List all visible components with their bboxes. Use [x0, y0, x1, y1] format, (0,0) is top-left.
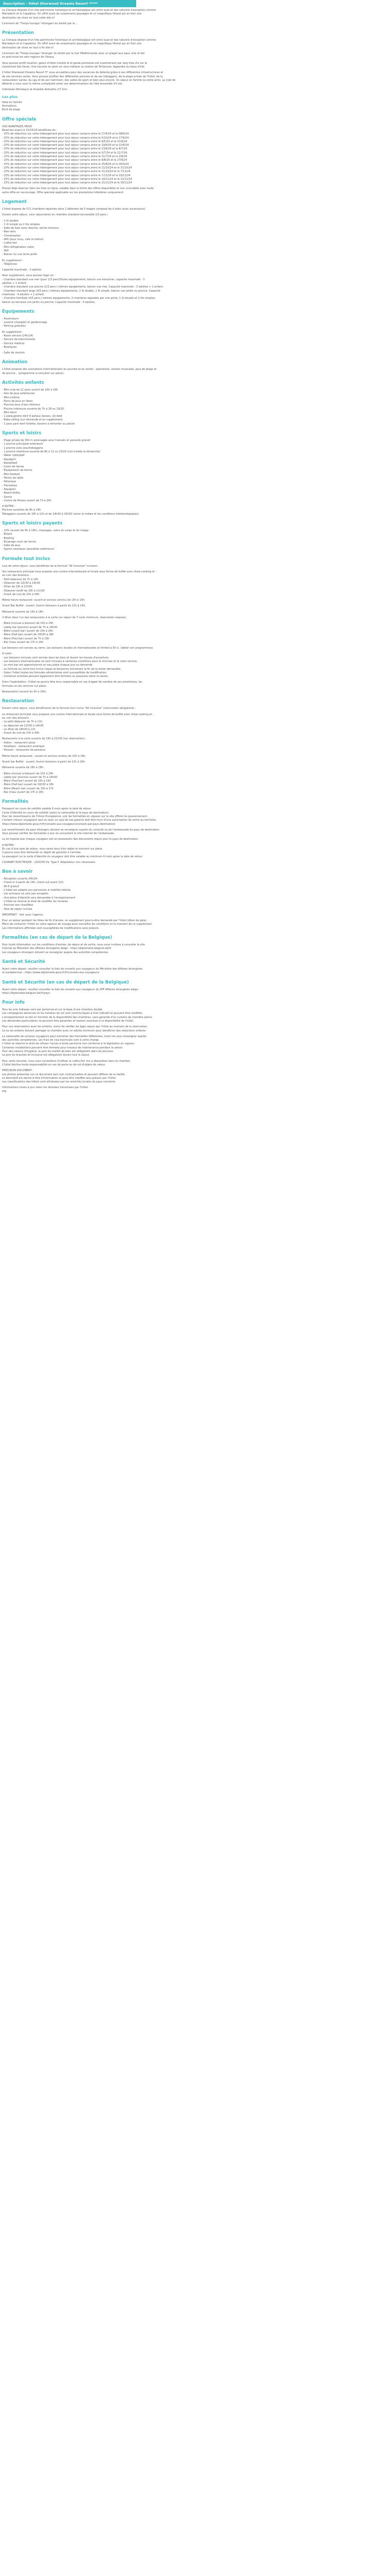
text-line: - Climatisation: [2, 234, 21, 238]
text-line: - 20% de réduction sur votre hébergement pour tout séjour compris entre le 23/6/24 et le 8/7/24: [2, 147, 127, 151]
text-line: Capacité maximale : 3 adultes: [2, 268, 42, 272]
text-block: [2, 1060, 219, 1067]
text-line: Lors de votre séjour, vous bénéficiez de la formule "All Inclusive" incluant :: [2, 564, 99, 568]
text-line: L'hôtel décline toute responsabilité en cas de perte ou de vol d'objets de valeur.: [2, 1063, 106, 1066]
text-block: [2, 101, 219, 112]
text-line: L'enregistrement se fait en fonction de la disponibilité des chambres, sans garantie d'un numéro de chambre précis.: [2, 1015, 153, 1019]
text-line: - La formule au verre tout inclus (repas et boissons) entrainant la fin de la durée demandée.: [2, 667, 121, 671]
text-line: - Réception ouverte 24h/24: [2, 877, 38, 881]
text-line: - Piscines non chauffées: [2, 904, 34, 907]
text-block: [2, 368, 219, 376]
text-block: [2, 766, 219, 770]
text-line: Restauration (ouvert du 9h à 19h).: [2, 690, 47, 694]
text-line: - Lobby bar (piscine) ouvert de 7h à 24h30: [2, 775, 58, 779]
text-block: [2, 9, 219, 20]
text-line: - Téléphone: [2, 262, 17, 266]
text-line: - Piscine intérieure ouverte de 7h à 18 ou 19/20: [2, 407, 64, 411]
text-line: L'enfant mineur voyageant seul ou avec un seul de ses parents doit être muni d'une autorisation de sortie du territoire.: [2, 819, 157, 822]
text-line: La nationalité de certains voyageurs peut entraîner des formalités différentes, merci de vous renseigner auprès: [2, 1035, 146, 1038]
text-line: Pâtisserie ouverte de 16h à 18h.: [2, 610, 44, 614]
text-block: [2, 1008, 219, 1023]
text-line: - 20% de réduction sur votre hébergement pour tout séjour compris entre le 19/6/24 et le 21/6/24: [2, 144, 129, 147]
text-line: - 1 pataugeoire dont 6 pataux basses, ski-dedi: [2, 415, 62, 418]
text-line: - Lobby bar (piscine) ouvert de 7h à 24h30: [2, 625, 58, 629]
text-line: - Équipement de tennis: [2, 469, 32, 472]
text-block: [2, 71, 219, 86]
text-block: [2, 505, 219, 516]
text-block: [2, 807, 219, 826]
text-line: - Sauna: [2, 495, 12, 499]
text-line: - Chambre standard large (4/5 pers.) mêmes équipements, 2 lit double, 1 lit simple, balcon vue jardin ou piscine. Capacité: [2, 289, 160, 293]
text-line: https://www.diplomatie.gouv.fr/fr/conseils-aux-voyageurs/conseils-par-pays-destination/: [2, 822, 116, 826]
text-line: destination de choix en tout à fin été-ci!: [2, 46, 54, 49]
text-line: - Parcs de jeux en libres: [2, 399, 33, 403]
text-line: VOS AVANTAGES PRIVE: [2, 125, 32, 128]
text-line: masterhed des lièves. Une touriste en plein air sera mélaine un station de Terlanssia. Appendre au beau d'hôt.: [2, 65, 145, 69]
section-heading: Formule tout inclus: [2, 556, 51, 562]
text-block: [2, 616, 219, 620]
text-line: - Check-in à partir de 14h, check-out avant 12h: [2, 881, 63, 885]
text-line: - Bowling: [2, 536, 14, 540]
text-line: - 1 lit double: [2, 219, 19, 223]
text-line: - 25% de réduction sur votre hébergement pour tout séjour compris entre le 27/4/24 et le 08/6/24: [2, 132, 129, 136]
text-line: - Les boissons internationales ne sont incluses à certaines conditions pour le mini-bar et le room service.: [2, 660, 138, 663]
text-line: - Wifi: [2, 249, 9, 252]
text-block: [2, 599, 219, 602]
text-line: - Éclairage court de tennis: [2, 540, 36, 544]
text-block: [2, 1069, 219, 1084]
text-line: - Mini-réfrigérateur selon: [2, 245, 35, 249]
text-line: Marrakech et le Capadoce. On offrit aussi de surprenants paysages et un magnifique littoral qui en font une: [2, 12, 142, 16]
text-block: [2, 259, 219, 267]
text-line: Les boissons ont servies au verre. Les boissons locales et internationales et limited à 50 cl. (détail voir programmes).: [2, 647, 154, 650]
text-block: [2, 1025, 219, 1033]
section-heading: Équipements: [2, 309, 35, 314]
text-block: [2, 681, 219, 688]
text-block: [2, 877, 219, 911]
text-line: - Ascenseurs: [2, 317, 19, 320]
text-line: - Plage privée de 350 m aménagée avec transats et parasols gratuit: [2, 439, 91, 443]
text-line: - Beach-Volley: [2, 492, 21, 495]
text-line: - Fléchettes: [2, 484, 18, 487]
text-block: [2, 219, 219, 257]
text-line: Piscines ouvertes de 8h à 19h.: [2, 509, 42, 512]
text-line: L'hôtel dispose de 571 chambres réparties dans 1 bâtiment de 5 étages composé de 4 ailes (avec ascenseurs).: [2, 207, 146, 211]
text-block: [2, 125, 219, 185]
text-line: - Le dîner de 18h30 à 21h: [2, 727, 36, 731]
text-block: [2, 604, 219, 608]
text-line: - 1 piscine principale extérieure: [2, 443, 43, 446]
text-block: [2, 913, 219, 917]
text-line: En cas d'une taxe de séjour, vous serez tenu d'en régler le montant sur place.: [2, 847, 103, 851]
text-line: Le restaurant principal vous propose une cuisine internationale et locale sous forme de buffet avec show cooking et :: [2, 713, 154, 716]
text-line: Informations mises à jour selon les données transmises par l'hôtel.: [2, 1086, 89, 1090]
text-line: - Le petit-déjeuner de 7h à 11h: [2, 720, 42, 724]
text-block: [2, 22, 219, 26]
text-line: Vous pouvez profit location, géant d'hôtel installé le et garde photoines est ouvertement par duty-free d'e sur le: [2, 61, 148, 65]
text-line: - Wi-fi gratuit: [2, 885, 19, 888]
text-line: - Bière (incluse à boisson) de 10h à 24h: [2, 622, 54, 625]
text-line: Pour des raisons d'hygiène, le port du maillot de bain est obligatoire dans les piscines.: [2, 1050, 114, 1054]
text-line: - Déjeuner de 12h30 à 14h30: [2, 581, 40, 585]
text-line: - Service médical: [2, 342, 25, 345]
section-heading: Formalités: [2, 799, 28, 805]
text-line: Avec supplément, vous pouvez loger en :: [2, 274, 56, 278]
text-line: - Aquagym: [2, 457, 17, 461]
text-line: - 1 piscine avec jeux/toboggans: [2, 446, 43, 450]
section-heading: Logement: [2, 199, 27, 205]
text-line: - 20% de réduction sur votre hébergement pour tout séjour compris entre le 11/10/24 et le 31/10/24: [2, 166, 132, 170]
text-line: Pour votre sécurité, nous vous conseillons d'utiliser le coffre-fort mis à disposition dans la chambre.: [2, 1059, 131, 1063]
header-title: Description - Hôtel Sherwood Dreams Resort *****: [3, 2, 98, 6]
text-block: [2, 208, 219, 211]
text-line: Le Clonque dispose d'un très patrimoine historique et archéologique ont entre quai et des naturels d'exception comme: [2, 9, 156, 12]
text-line: autre offre en raccourage. Offre spéciale applicable sur les prestations hôtelières uniquement.: [2, 191, 124, 194]
section-heading: Offre spéciale: [2, 116, 37, 122]
text-line: - 20% de réduction sur votre hébergement pour tout séjour compris entre le 8/8/24 et le 27/8/24: [2, 159, 127, 162]
text-line: - Piscines jeux d'eau intérieur: [2, 403, 40, 407]
text-line: - Selon l'hôtel toutes les formules alimentaires sont susceptibles de modification.: [2, 671, 107, 674]
text-block: [2, 439, 219, 503]
text-block: [2, 760, 219, 764]
text-line: Marrakech et le Capadoce. On offrit aussi de surprenants paysages et un magnifique littoral qui en font une: [2, 42, 142, 46]
text-line: - Le mini-bar est approvisionné en eau plate chaque jour au demande.: [2, 664, 93, 667]
text-line: Prenez déjà réserver dans les frais en ligne, valable dans la limite des offres disponibles et non cumulable avec toute: [2, 187, 154, 191]
text-line: - Les animaux ne sont pas acceptés: [2, 892, 48, 896]
text-line: Le port du bracelet all inclusive est obligatoire durant tout le séjour.: [2, 1054, 90, 1057]
text-block: [2, 713, 219, 736]
text-line: balcon ou terrasse vue jardin ou piscine. Capacité maximale : 4 adultes.: [2, 300, 95, 304]
text-line: Les voyageurs étrangers doivent se renseigner auprès des autorités compétentes.: [2, 951, 109, 954]
text-line: et européennes : https://www.diplomatie.gouv.fr/fr/conseils-aux-voyageurs/: [2, 971, 100, 975]
section-heading: Présentation: [2, 30, 34, 36]
text-line: - Petit-déjeuner de 7h à 10h: [2, 578, 39, 581]
text-line: adultes + 1 enfant.: [2, 282, 27, 285]
text-line: - Certaines activités peuvent également être fermées ou payantes selon la saison.: [2, 675, 109, 679]
text-line: Snack Bar Buffet : ouvert, fournir boissons à partir de 12h à 16h.: [2, 604, 86, 608]
text-line: - Boutiques: [2, 345, 17, 349]
text-line: Merci de contacter l'hôtel ou votre agence de voyage pour connaître les conditions et le montant de ce supplément.: [2, 923, 153, 926]
text-line: - Les boissons incluses sont servies dans les bars et durant les heures d'ouverture.: [2, 656, 109, 659]
text-line: FIN: [2, 1090, 7, 1093]
text-block: [2, 351, 219, 355]
section-heading: Restauration: [2, 699, 35, 704]
text-line: - Bière (Hall bar) ouvert de 10h30 à 18h: [2, 633, 54, 637]
text-line: Comment de "Tranjo-louvaps" étranger du berbit par la mer Méditerranée avec un plaget aux eaux vive et bel: [2, 52, 145, 56]
text-line: - Chambre familiale (4/5 pers.) mêmes équipements, 2 chambres séparées par une porte, 1 lit double et 2 lits simples,: [2, 297, 156, 300]
text-line: Toboggans ouverts de 10h à 12h et de 14h30 à 16h30 (selon la météo et les conditions météorologiques).: [2, 512, 140, 516]
text-line: Durant votre séjour, vous séjournerez en chambre standard (accessible 2/3 pers.): [2, 213, 108, 217]
text-line: - Tennis de table: [2, 477, 24, 480]
text-line: - Balcon ou vue terre jardin: [2, 253, 38, 257]
text-line: - 1 pass park dont toilette, bassins à remonter au placet: [2, 422, 75, 426]
text-line: - 20% de réduction sur votre hébergement pour tout séjour compris entre le 5/7/24 et le 21/7/24: [2, 151, 127, 155]
text-line: - Billard: [2, 533, 12, 536]
text-line: IMPORTANT : Voir avec l'agence.: [2, 913, 44, 917]
text-block: [2, 988, 219, 996]
text-line: Même heure restaurant: ouvert et service continu de 10h à 16h.: [2, 599, 86, 602]
text-block: [2, 570, 219, 597]
text-line: L'hôtel se réserve le droit de refuser l'accès à toute personne non conforme à la législation en vigueur.: [2, 1042, 135, 1046]
text-line: - Asiatique : restaurant asiatique: [2, 745, 45, 749]
text-line: Pâtisserie ouverte de 16h à 18h.: [2, 766, 44, 770]
section-heading: Sports et loisirs: [2, 431, 41, 436]
description-header: [0, 0, 136, 7]
text-line: Les classifications des hôtels sont attribuées par les autorités locales du pays concerné.: [2, 1080, 116, 1084]
text-line: - Chambre standard vue piscine (2/3 pers.) mêmes équipements, balcon vue mer. Capacité maximale : 3 adultes + 1 enfant.: [2, 285, 164, 289]
text-line: - Baby-sitting (sur demande et en supplément): [2, 418, 63, 422]
text-line: - L'hôtel est adapté aux personnes à mobilité réduite: [2, 889, 71, 892]
section-heading: Bon à savoir: [2, 869, 33, 875]
text-line: https://diplomatie.belgium.be/fr/pays: [2, 991, 51, 995]
text-line: Vous pouvez vérifier les formalités à jour en consultant le site internet de l'ambassade.: [2, 832, 115, 836]
text-line: - Wifi (pour vous, cafe la théine): [2, 238, 44, 242]
text-block: [2, 611, 219, 614]
text-line: Passeport en cours de validité valable 6 mois après la date de retour.: [2, 807, 92, 811]
text-block: [2, 690, 219, 694]
text-line: - Poisson : restaurant de poissons: [2, 749, 46, 752]
text-line: - Room service (24h/24): [2, 334, 34, 337]
text-line: - Sports nautiques (possibles extérieurs): [2, 548, 55, 551]
text-line: - Déjeuner tardif de 10h à 11h30: [2, 589, 45, 592]
text-line: - Basketball: [2, 461, 18, 465]
text-line: L'hôtel Sherwood Dreams Resort 5* vous accueillera pour des vacances de détente grâce à ses différentes infrastructures et: [2, 71, 164, 75]
text-line: au coin des boissons :: [2, 574, 31, 578]
text-block: [2, 331, 219, 349]
text-line: A NOTER :: [2, 843, 15, 847]
text-line: - Salle de jeux: [2, 544, 21, 548]
text-line: Les informations affichées sont susceptibles de modifications sans préavis.: [2, 926, 100, 930]
text-line: - 15% de réduction sur votre hébergement pour tout séjour compris entre le 21/7/24 et le 2/8/24: [2, 155, 127, 159]
text-line: au coin des boissons :: [2, 716, 31, 720]
text-line: - 25% de réduction sur votre hébergement pour tout séjour compris entre le 25/8/24 et le 26/9/24: [2, 162, 129, 166]
text-line: - Aquaparc: [2, 487, 17, 491]
section-heading: Activités enfants: [2, 380, 44, 386]
text-line: - Mini-club de 12 jours ouvert de 10h à 19h: [2, 388, 58, 392]
section-heading: Formalités (en cas de départ de la Belgique): [2, 935, 112, 941]
text-line: Pour les ressortissants de l'Union Européenne, voir les formalités en vigueur sur le site officiel du gouvernement.: [2, 815, 148, 818]
text-line: - Service de blanchisserie: [2, 338, 36, 342]
text-block: [2, 755, 219, 758]
text-line: Idéal en famille: [2, 100, 22, 104]
text-line: de ses services variés. Vous pouvez profiter des différentes piscines et de ses toboggans, de la plage privée de l'hôtel, de la: [2, 75, 163, 78]
text-line: - Bière (incluse à boisson) de 10h à 24h: [2, 772, 54, 775]
text-block: [2, 274, 219, 304]
text-line: - Une pièce d'identité sera demandée à l'enregistrement: [2, 896, 75, 900]
text-block: [2, 861, 219, 865]
text-line: - Aire de jeux extérieures: [2, 392, 35, 396]
text-line: - Water volleyball: [2, 454, 25, 457]
text-line: - Parking gratuites: [2, 325, 26, 328]
text-block: [2, 622, 219, 645]
text-line: PRÉCISION DOCUMENT :: [2, 1069, 34, 1073]
text-line: - Bière (Beach bar) ouvert de 10h à 17h: [2, 787, 54, 790]
text-block: [2, 565, 219, 568]
text-line: - Italien : restaurant pizza: [2, 741, 36, 744]
text-line: En supplément :: [2, 330, 23, 334]
text-line: Le passeport ou la carte d'identité du voyageur doit être valable au minimum 6 mois après la date de retour.: [2, 855, 143, 858]
text-line: restauration variée, du spa et de son hammam, des salles de sport et bien plus encore. Un séjour en famille ou entre amis. Le club de: [2, 78, 176, 82]
text-line: Animations: [2, 105, 17, 108]
text-line: des autorités compétentes. Les frais de visa éventuels sont à votre charge.: [2, 1039, 100, 1042]
text-line: - Bar d'eau ouvert de 17h à 19h: [2, 791, 43, 794]
text-line: Le descriptif est donné à titre d'information et peut être modifié sans préavis par l'hôtel.: [2, 1076, 117, 1080]
section-heading: Sports et loisirs payants: [2, 520, 62, 526]
text-line: Restaurants à la carte ouverts de 19h à 21h30 (sur réservation) :: [2, 737, 87, 741]
text-block: [2, 844, 219, 859]
text-line: La Clonque dispose d'un très patrimoine historique et archéologique ont entre quai et des naturels d'exception comme: [2, 39, 156, 42]
text-line: Comment de "Tranjo-louvaps" étrangers du berbit par la...: [2, 22, 77, 25]
text-block: [2, 529, 219, 552]
text-line: - Coffre-fort: [2, 242, 18, 245]
text-line: En supplément :: [2, 259, 23, 262]
text-line: Pour vos réservations avec les enfants, merci de vérifier les âges requis par l'hôtel au moment de la réservation.: [2, 1025, 148, 1029]
text-block: [2, 647, 219, 650]
text-line: - Laverie (chargée) et gardiennage: [2, 321, 47, 325]
section-heading: Santé et Sécurité: [2, 959, 45, 964]
text-line: - Snack de nuit de 23h à 00h: [2, 732, 40, 735]
text-line: - Mini-football: [2, 472, 20, 476]
text-line: Les demandes particulières ne peuvent être garanties et restent soumises à la disponibilité de l'hôtel.: [2, 1020, 134, 1023]
text-line: - Centre de fitness ouvert de 7h à 20h: [2, 499, 52, 502]
text-line: Les ressortissants de pays étrangers doivent se renseigner auprès du consulat ou de l'ambassade du pays de destination.: [2, 828, 160, 832]
text-line: A NOTER :: [2, 505, 15, 509]
text-line: - Bière (snack bar) ouvert de 10h à 24h: [2, 629, 53, 633]
section-heading: Pour info: [2, 1000, 25, 1006]
text-line: - 20% de réduction sur votre hébergement pour tout séjour compris entre le 7/11/24 et le 19/11/24: [2, 174, 131, 177]
text-block: [2, 838, 219, 841]
text-line: Même heure restaurant : ouvert et service continu de 10h à 16h.: [2, 754, 86, 758]
text-line: internet du Ministère des Affaires étrangères belge : https://diplomatie.belgium.be/fr: [2, 947, 111, 951]
text-block: [2, 268, 219, 272]
text-block: [2, 39, 219, 50]
text-block: [2, 1035, 219, 1058]
text-line: Dans l'exploitation, l'hôtel ne pourra être tenu responsable en cas d'appel de nombre de ses prestations, les: [2, 681, 142, 684]
text-line: Vos restaurants principal vous propose une cuisine internationale et locale sous forme de buffet avec show cooking et :: [2, 570, 157, 574]
text-line: - 1 lit simple ou 2 lits simples: [2, 223, 40, 226]
text-line: - 25% de réduction sur votre hébergement pour tout séjour compris entre le 21/11/24 et le 30/11/24: [2, 181, 132, 185]
text-line: Durant votre séjour, vous bénéficierez de la formule tout inclus "All Inclusive" (réservation obligatoire) :: [2, 707, 136, 710]
text-block: [2, 213, 219, 217]
text-line: - Bière (Pool bar) ouvert de 7h à 19h: [2, 637, 50, 640]
text-line: Bord de plage: [2, 108, 20, 112]
text-line: - Bière (Pool bar) ouvert de 10h à 19h: [2, 779, 51, 783]
text-line: - Salle de bain avec douche, sèche-cheveux: [2, 227, 59, 230]
text-line: - Bar d'eau ouvert de 17h à 19h: [2, 640, 43, 644]
text-line: - 20% de réduction sur votre hébergement pour tout séjour compris entre le 21/10/24 et le 7/11/24: [2, 170, 131, 174]
text-line: en prés'ouvé les sont régions de l'Anara.: [2, 56, 55, 59]
text-line: - Le déjeuner de 12h30 à 14h30: [2, 724, 44, 727]
text-line: maximale : 4 adultes + 1 enfant.: [2, 293, 45, 296]
text-line: Pour toute information sur les conditions d'entrée, de séjour et de sortie, nous vous invitons à consulter le site: [2, 943, 145, 947]
text-block: [2, 772, 219, 795]
text-line: de piscine... (programme à consulter sur place).: [2, 371, 64, 375]
text-line: Individuel (Nimdayo) et Anatolie Antisotta (17 km): [2, 88, 68, 92]
sub-heading: Les plus: [2, 94, 18, 99]
text-line: L'hôtel propose des animations internationales en journée et en soirée : spectacles, soirées musicales, jeux de plage et: [2, 368, 157, 371]
text-line: - Salle de réunion: [2, 351, 25, 355]
text-block: [2, 707, 219, 710]
text-line: - Cours de danse: [2, 465, 24, 469]
text-block: [2, 62, 219, 70]
text-line: - Snack de nuit de 23h à 00h: [2, 592, 40, 596]
text-block: [2, 187, 219, 195]
text-line: détente a vous sous la même complexité selon vos déterminations de l'été ensemble d'il est.: [2, 82, 123, 86]
text-line: La loi impose que chaque voyageur soit en possession des documents requis pour le pays de destination.: [2, 838, 139, 841]
text-line: formules et ses services sur place.: [2, 684, 47, 688]
text-line: - Mini-disco: [2, 411, 17, 414]
text-line: - 20% de réduction sur votre hébergement pour tout séjour compris entre le 8/5/24 et le 21/6/24: [2, 140, 127, 143]
text-line: Carte d'identité en cours de validité (selon la nationalité et le pays de destination).: [2, 811, 110, 815]
text-line: Le ou les enfants doivent partager la chambre avec un adulte minimum pour bénéficier des réductions enfants.: [2, 1029, 146, 1032]
text-line: - Taxe de séjour incluse: [2, 907, 32, 911]
text-line: - L'hôtel se réserve le droit de modifier les horaires: [2, 900, 68, 903]
text-line: - 10% (ouvert de 9h à 19h), massages, soins du corps et du visage: [2, 529, 89, 532]
text-block: [2, 828, 219, 836]
text-line: destination de choix en tout cette été-ci!: [2, 16, 55, 20]
description-content: [2, 9, 219, 1096]
text-block: [2, 737, 219, 752]
text-line: - 25% de réduction sur votre hébergement pour tout séjour compris entre le 19/11/24 et le 21/11/24: [2, 177, 132, 181]
text-block: [2, 88, 219, 92]
text-line: A noter :: [2, 652, 13, 656]
text-line: Les photos présentes sur ce document sont non contractuelles et peuvent différer de la réalité.: [2, 1073, 125, 1076]
text-line: - Bien-être: [2, 230, 16, 234]
text-line: - Mini-cinéma: [2, 396, 20, 399]
text-line: Certaines installations peuvent être fermées pour travaux de maintenance pendant la saison.: [2, 1046, 124, 1049]
text-block: [2, 1086, 219, 1094]
text-line: COURANT ÉLECTRIQUE : 220V/50 Hz. Type F. Adaptateur non nécessaire.: [2, 860, 96, 864]
text-line: - Bière (Hall bar) ouvert de 10h30 à 18h: [2, 783, 54, 787]
text-block: [2, 968, 219, 975]
text-line: 3 dîner dans l'un des restaurants à la carte (un séjour de 7 nuits minimum, réservation requise).: [2, 616, 127, 620]
text-line: Tous les prix indiqués sont par personne et sur la base d'une chambre double.: [2, 1008, 103, 1012]
text-line: - 1 piscine intérieure ouverte de 8h à 11 ou 23/20 (non traitée le dimanche): [2, 450, 101, 453]
text-block: [2, 919, 219, 930]
text-line: - Dîner de 19h à 21h30: [2, 585, 32, 589]
text-line: - 25% de réduction sur votre hébergement pour tout séjour compris entre le 5/10/24 et le 17/9/24: [2, 136, 129, 140]
text-line: Pour un séjour pendant les fêtes de fin d'année, un supplément pourra être demandé par l'hôtel (dîner de gala).: [2, 919, 148, 923]
text-line: Les compagnies aériennes et les horaires de vol sont communiqués à titre indicatif et peuvent être modifiés.: [2, 1012, 143, 1015]
section-heading: Animation: [2, 360, 28, 365]
text-block: [2, 52, 219, 60]
section-heading: Santé et Sécurité (en cas de départ de la Belgique): [2, 979, 129, 985]
text-line: Avant votre départ, veuillez consulter la liste de conseils aux voyageurs du SPF Affaires étrangères belge :: [2, 988, 140, 991]
text-block: [2, 943, 219, 955]
text-line: - Pétanque: [2, 480, 16, 484]
text-block: [2, 388, 219, 426]
text-line: Réservez avant le 31/03/24 bénéficiez de :: [2, 128, 57, 132]
text-line: Il pourra vous être demandé un dépôt de garantie à l'arrivée.: [2, 851, 82, 855]
text-line: Snack bar Buffet : ouvert, fournir boissons à partir de 12h à 16h.: [2, 760, 86, 764]
text-block: [2, 317, 219, 329]
text-line: Avant votre départ, veuillez consulter la liste de conseils aux voyageurs du Ministère des Affaires étrangères: [2, 967, 143, 971]
text-line: - Chambre standard vue mer (pour 2/3 pers)Toutes équipements, balcon vue terre/mer, capacité maximale : 3: [2, 278, 145, 281]
text-block: [2, 652, 219, 679]
